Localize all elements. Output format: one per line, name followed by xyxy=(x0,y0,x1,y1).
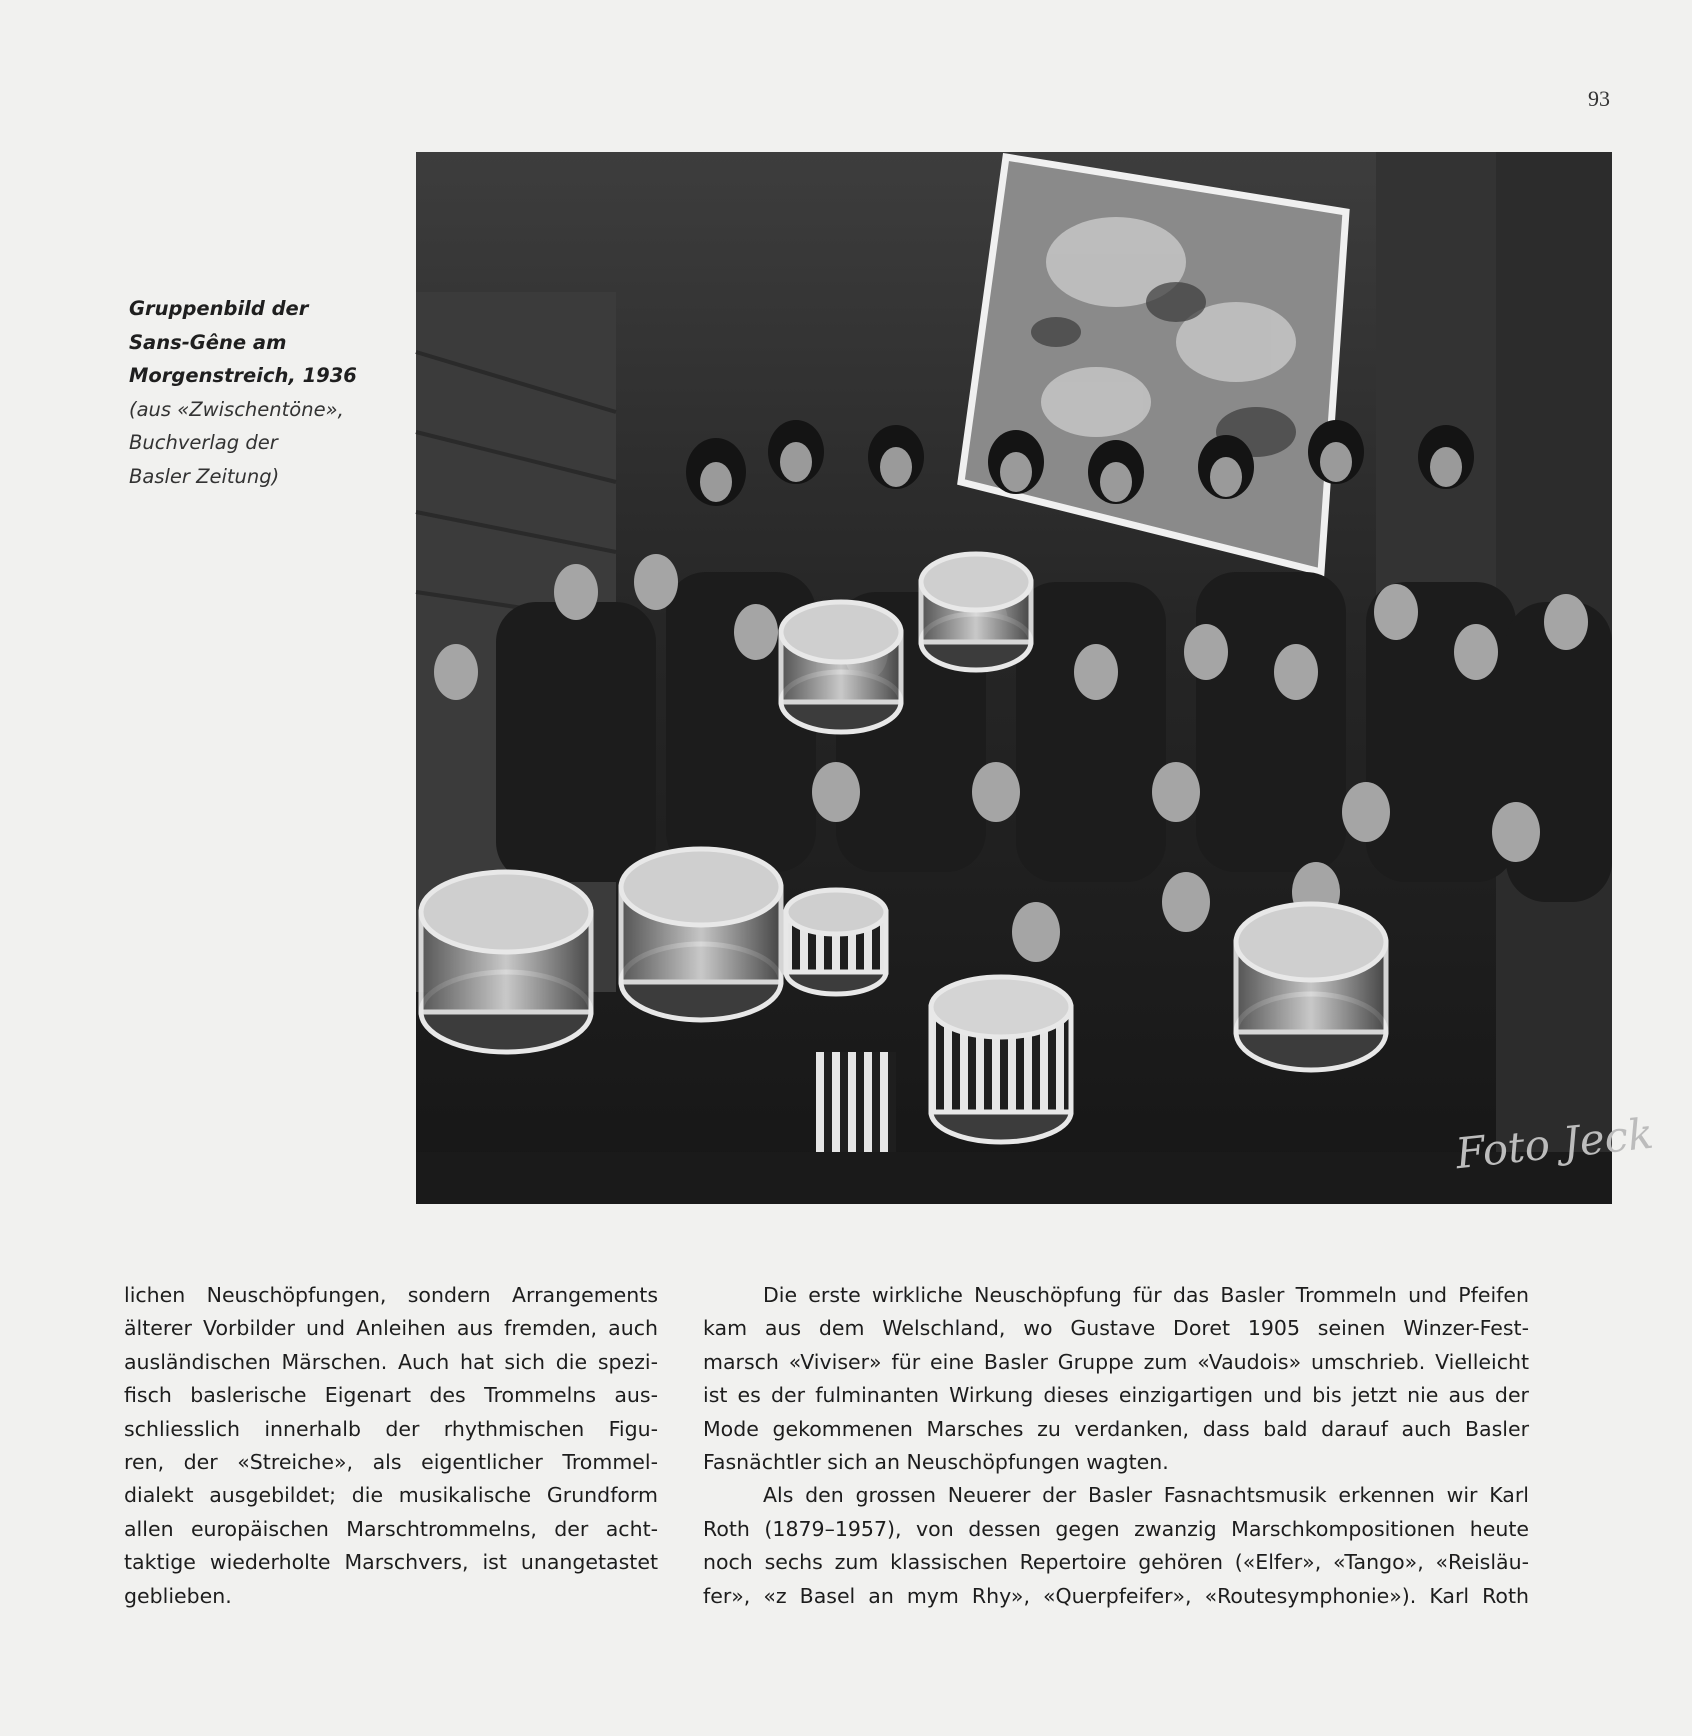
left-text-column xyxy=(124,1279,658,1613)
caption-title-line: Morgenstreich, 1936 xyxy=(129,364,357,387)
text-line: geblieben. xyxy=(124,1583,232,1608)
left-paragraph xyxy=(124,1279,658,1613)
caption-title-line: Gruppenbild der xyxy=(129,297,309,320)
text-line: Fasnächtler sich an Neuschöpfungen wagten. xyxy=(703,1450,1169,1475)
group-photo xyxy=(416,152,1656,1204)
caption-source-line: Basler Zeitung) xyxy=(129,464,280,488)
caption-source-line: Buchverlag der xyxy=(129,431,278,454)
right-paragraph-1 xyxy=(703,1279,1529,1479)
text-line: Als den grossen Neuerer der Basler Fasnachtsmusik erkennen wir Karl xyxy=(763,1483,1529,1508)
caption-title-line: Sans-Gêne am xyxy=(129,330,287,354)
text-line: dialekt ausgebildet; die musikalische Grundform xyxy=(124,1483,658,1508)
text-line: noch sechs zum klassischen Repertoire gehören («Elfer», «Tango», «Reisläu- xyxy=(703,1550,1529,1575)
text-line: Die erste wirkliche Neuschöpfung für das Basler Trommeln und Pfeifen xyxy=(763,1283,1529,1307)
text-line: ausländischen Märschen. Auch hat sich die spezi- xyxy=(124,1349,658,1374)
caption-source-line: (aus «Zwischentöne», xyxy=(129,397,344,421)
text-line: taktige wiederholte Marschvers, ist unangetastet xyxy=(124,1550,658,1575)
right-paragraph-2 xyxy=(703,1479,1529,1613)
text-line: fisch baslerische Eigenart des Trommelns aus- xyxy=(124,1383,658,1408)
text-line: Roth (1879–1957), von dessen gegen zwanzig Marschkompositionen heute xyxy=(703,1516,1529,1541)
text-line: fer», «z Basel an mym Rhy», «Querpfeifer», «Routesymphonie»). Karl Roth xyxy=(703,1583,1529,1608)
text-line: lichen Neuschöpfungen, sondern Arrangements xyxy=(124,1283,658,1307)
text-line: ren, der «Streiche», als eigentlicher Trommel- xyxy=(124,1450,658,1475)
right-text-column xyxy=(703,1279,1529,1613)
photo-watermark: Foto Jeck xyxy=(1453,1108,1656,1179)
text-line: allen europäischen Marschtrommelns, der acht- xyxy=(124,1516,658,1541)
text-line: kam aus dem Welschland, wo Gustave Doret 1905 seinen Winzer-Fest- xyxy=(703,1316,1529,1341)
page-number: 93 xyxy=(1588,86,1610,111)
text-line: älterer Vorbilder und Anleihen aus fremden, auch xyxy=(124,1316,658,1341)
text-line: schliesslich innerhalb der rhythmischen Figu- xyxy=(124,1416,658,1441)
text-line: Mode gekommenen Marsches zu verdanken, dass bald darauf auch Basler xyxy=(703,1416,1529,1441)
photo-caption xyxy=(129,292,389,493)
text-line: ist es der fulminanten Wirkung dieses einzigartigen und bis jetzt nie aus der xyxy=(703,1383,1529,1408)
text-line: marsch «Viviser» für eine Basler Gruppe zum «Vaudois» umschrieb. Vielleicht xyxy=(703,1349,1529,1374)
